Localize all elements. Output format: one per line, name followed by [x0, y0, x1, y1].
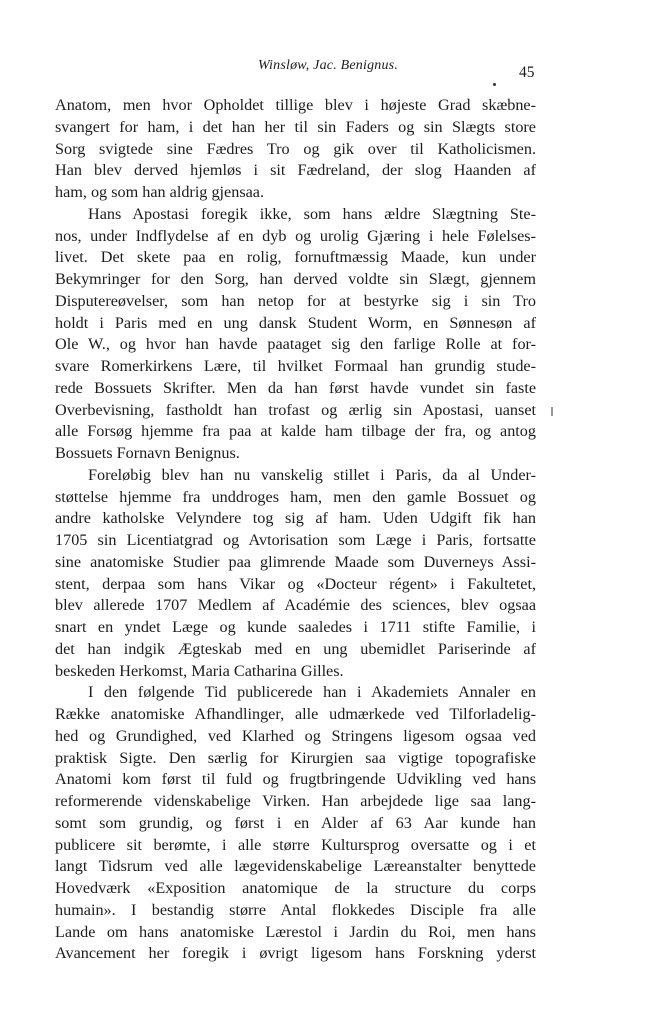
text-line: Hovedværk «Exposition anatomique de la structure du corps: [55, 879, 536, 897]
paragraph: [55, 204, 536, 465]
text-line: beskeden Herkomst, Maria Catharina Gilles.: [55, 661, 344, 680]
text-line: langt Tidsrum ved alle lægevidenskabelige Læreanstalter benyttede: [55, 857, 536, 876]
text-line: sine anatomiske Studier paa glimrende Maade som Duverneys Assi-: [55, 552, 536, 571]
text-line: Sorg svigtede sine Fædres Tro og gik over til Katholicismen.: [55, 139, 536, 158]
text-line: praktisk Sigte. Den særlig for Kirurgien saa vigtige topografiske: [55, 748, 536, 767]
text-line: somt som grundig, og først i en Alder af 63 Aar kunde han: [55, 813, 536, 832]
text-line: andre katholske Velyndere tog sig af ham. Uden Udgift fik han: [55, 509, 536, 528]
text-line: Avancement her foregik i øvrigt ligesom hans Forskning yderst: [55, 944, 536, 963]
text-line: Disputereøvelser, som han netop for at bestyrke sig i sin Tro: [55, 291, 536, 310]
text-line: Han blev derved hjemløs i sit Fædreland, der slog Haanden af: [55, 161, 536, 180]
text-line: Ole W., og hvor han havde paataget sig den farlige Rolle at for-: [55, 335, 536, 354]
text-line: stent, derpaa som hans Vikar og «Docteur régent» i Fakultetet,: [55, 574, 536, 593]
paragraph: [55, 682, 536, 965]
text-line: publicere sit berømte, i alle større Kultursprog oversatte og i et: [55, 835, 536, 854]
text-line: snart en yndet Læge og kunde saaledes i 1711 stifte Familie, i: [55, 618, 536, 636]
paragraph: [55, 95, 536, 204]
page-number: 45: [519, 64, 535, 81]
text-line: Række anatomiske Afhandlinger, alle udmærkede ved Tilforladelig-: [55, 705, 536, 723]
text-line: Overbevisning, fastholdt han trofast og ærlig sin Apostasi, uanset: [55, 400, 536, 419]
text-line: svangert for ham, i det han her til sin Faders og sin Slægts store: [55, 117, 536, 136]
ink-speck: [493, 83, 496, 86]
paragraph: [55, 465, 536, 683]
text-line: 1705 sin Licentiatgrad og Avtorisation som Læge i Paris, fortsatte: [55, 531, 536, 549]
text-line: blev allerede 1707 Medlem af Académie des sciences, blev ogsaa: [55, 596, 536, 615]
text-line: holdt i Paris med en ung dansk Student Worm, en Sønnesøn af: [55, 313, 536, 332]
text-line: svare Romerkirkens Lære, til hvilket Formaal han grundig stude-: [55, 357, 536, 375]
text-line: Hans Apostasi foregik ikke, som hans ældre Slægtning Ste-: [88, 204, 536, 223]
text-line: Anatom, men hvor Opholdet tillige blev i højeste Grad skæbne-: [55, 96, 536, 114]
text-line: I den følgende Tid publicerede han i Akademiets Annaler en: [88, 683, 536, 702]
text-line: rede Bossuets Skrifter. Men da han først havde vundet sin faste: [55, 378, 536, 397]
text-line: ham, og som han aldrig gjensaa.: [55, 183, 265, 201]
text-line: nos, under Indflydelse af en dyb og urolig Gjæring i hele Følelses-: [55, 226, 536, 245]
text-line: Lande om hans anatomiske Lærestol i Jardin du Roi, men hans: [55, 922, 536, 941]
text-line: Foreløbig blev han nu vanskelig stillet i Paris, da al Under-: [88, 465, 536, 484]
body-text: [55, 95, 536, 965]
text-line: alle Forsøg hjemme fra paa at kalde ham tilbage der fra, og antog: [55, 422, 536, 441]
text-line: livet. Det skete paa en rolig, fornuftmæssig Maade, kun under: [55, 248, 536, 267]
text-line: det han indgik Ægteskab med en ung ubemidlet Pariserinde af: [55, 639, 536, 658]
text-line: humain». I bestandig større Antal flokkedes Disciple fra alle: [55, 900, 536, 919]
text-line: Bekymringer for den Sorg, han derved voldte sin Slægt, gjennem: [55, 270, 536, 288]
text-line: støttelse hjemme fra unddroges ham, men den gamle Bossuet og: [55, 487, 536, 506]
text-line: Bossuets Fornavn Benignus.: [55, 444, 240, 462]
running-head: Winsløw, Jac. Benignus.: [257, 58, 399, 73]
text-line: hed og Grundighed, ved Klarhed og Stringens ligesom ogsaa ved: [55, 726, 536, 745]
margin-mark: [551, 407, 553, 416]
text-line: reformerende videnskabelige Virken. Han arbejdede lige saa lang-: [55, 792, 536, 810]
text-line: Anatomi kom først til fuld og frugtbringende Udvikling ved hans: [55, 770, 536, 789]
